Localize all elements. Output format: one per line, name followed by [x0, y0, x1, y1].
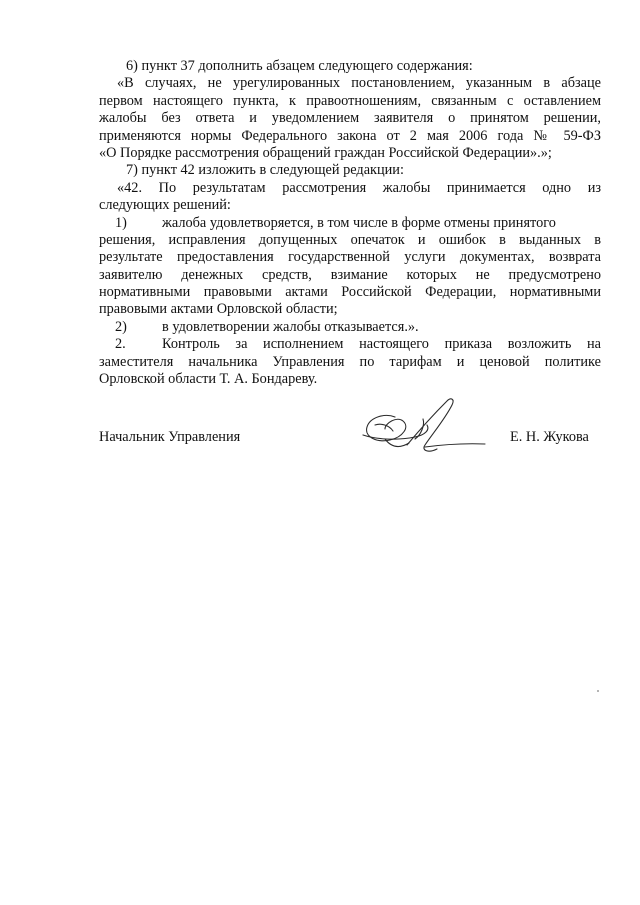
- line-text: заявителю денежных средств, взимание которых не предусмотрено: [99, 266, 601, 283]
- scan-speck: [597, 690, 599, 692]
- document-line: [99, 267, 601, 284]
- document-line: [99, 162, 601, 179]
- document-line: [99, 354, 601, 371]
- document-line: [99, 128, 601, 145]
- signatory-title: Начальник Управления: [99, 429, 241, 445]
- line-text: заместителя начальника Управления по тарифам и ценовой политике: [99, 353, 601, 370]
- document-line: [99, 110, 601, 127]
- document-line: [99, 145, 601, 162]
- document-line: [99, 301, 601, 318]
- line-text: 7) пункт 42 изложить в следующей редакции:: [126, 162, 404, 179]
- signatory-name: Е. Н. Жукова: [510, 429, 589, 445]
- list-number: 2.: [115, 336, 126, 353]
- line-text: Контроль за исполнением настоящего приказа возложить на: [162, 336, 601, 353]
- line-text: результате предоставления государственной услуги документах, возврата: [99, 249, 601, 266]
- handwritten-signature: [355, 395, 495, 465]
- document-line: [99, 371, 601, 388]
- line-text: жалобы без ответа и уведомлением заявителя о принятом решении,: [99, 110, 601, 127]
- list-number: 2): [115, 318, 127, 335]
- list-number: 1): [115, 214, 127, 231]
- line-text: нормативными правовыми актами Российской Федерации, нормативными: [99, 284, 601, 301]
- line-text: следующих решений:: [99, 197, 231, 214]
- document-line: [99, 93, 601, 110]
- document-line: [99, 180, 601, 197]
- line-text: «42. По результатам рассмотрения жалобы принимается одно из: [117, 179, 601, 196]
- line-text: применяются нормы Федерального закона от 2 мая 2006 года № 59-ФЗ: [99, 127, 601, 144]
- line-text: в удовлетворении жалобы отказывается.».: [162, 318, 419, 335]
- line-text: 6) пункт 37 дополнить абзацем следующего содержания:: [126, 58, 473, 74]
- document-body: [99, 58, 601, 388]
- document-line: [99, 232, 601, 249]
- line-text: жалоба удовлетворяется, в том числе в форме отмены принятого: [162, 214, 556, 231]
- line-text: правовыми актами Орловской области;: [99, 301, 338, 318]
- document-line: [99, 284, 601, 301]
- document-line: [99, 319, 601, 336]
- line-text: «В случаях, не урегулированных постановлением, указанным в абзаце: [117, 75, 601, 92]
- document-line: [99, 249, 601, 266]
- line-text: «О Порядке рассмотрения обращений граждан Российской Федерации».»;: [99, 144, 552, 161]
- document-line: [99, 75, 601, 92]
- document-line: [99, 197, 601, 214]
- document-line: [99, 58, 601, 75]
- line-text: первом настоящего пункта, к правоотношениям, связанным с оставлением: [99, 92, 601, 109]
- document-line: [99, 215, 601, 232]
- line-text: решения, исправления допущенных опечаток и ошибок в выданных в: [99, 231, 601, 248]
- document-line: [99, 336, 601, 353]
- line-text: Орловской области Т. А. Бондареву.: [99, 371, 318, 388]
